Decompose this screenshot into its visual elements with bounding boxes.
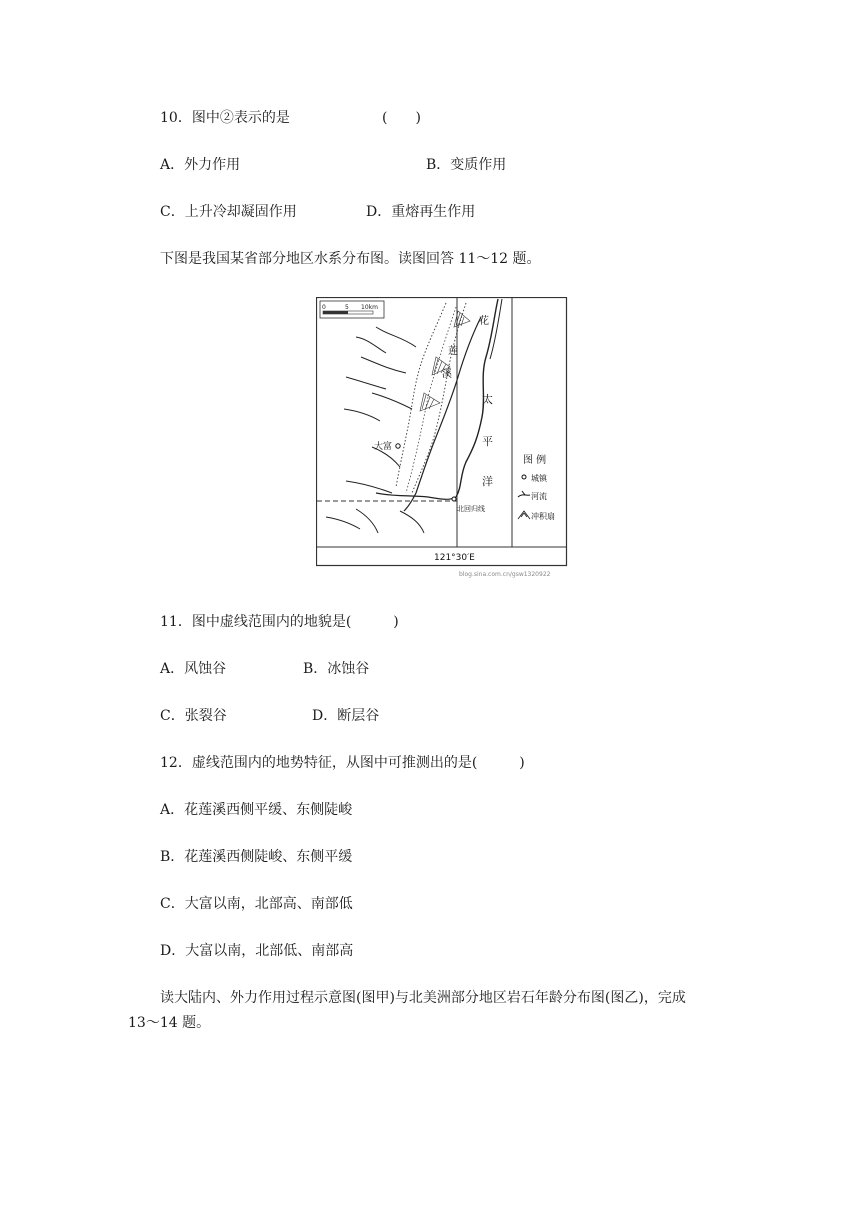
q11-option-c: C．张裂谷 [160, 708, 227, 724]
intro-11-12: 下图是我国某省部分地区水系分布图。读图回答 11～12 题。 [160, 251, 541, 267]
scale-label-0: 0 [322, 304, 326, 311]
q11-option-d: D．断层谷 [312, 708, 380, 724]
q12-option-a: A．花莲溪西侧平缓、东侧陡峻 [160, 802, 353, 818]
label-lian: 莲 [448, 346, 458, 357]
water-system-map [316, 297, 572, 579]
scale-label-5: 5 [345, 304, 349, 311]
q10-option-d: D．重熔再生作用 [366, 204, 476, 220]
q12-stem: 12．虚线范围内的地势特征，从图中可推测出的是( ) [160, 755, 525, 771]
label-tropic: 北回归线 [457, 505, 485, 513]
label-ocean-3: 洋 [482, 475, 493, 488]
legend-town-symbol [522, 475, 526, 479]
intro-13-14-line1: 读大陆内、外力作用过程示意图(图甲)与北美洲部分地区岩石年龄分布图(图乙)，完成 [160, 990, 686, 1006]
q10-option-a: A．外力作用 [160, 157, 241, 173]
scale-label-10km: 10km [361, 304, 378, 311]
q10-option-c: C．上升冷却凝固作用 [160, 204, 297, 220]
q11-stem: 11．图中虚线范围内的地貌是( ) [160, 614, 399, 630]
q10-option-b: B．变质作用 [426, 157, 507, 173]
intro-13-14-line2: 13～14 题。 [128, 1015, 211, 1031]
q12-option-d: D．大富以南，北部低、南部高 [160, 943, 354, 959]
legend-town-label: 城镇 [531, 474, 547, 483]
q11-option-b: B．冰蚀谷 [303, 661, 370, 677]
label-ocean-1: 太 [482, 393, 493, 406]
q10-stem: 10．图中②表示的是 [160, 110, 290, 126]
legend-title: 图 例 [523, 455, 547, 466]
q11-option-a: A．风蚀谷 [160, 661, 227, 677]
q12-option-b: B．花莲溪西侧陡峻、东侧平缓 [160, 849, 353, 865]
longitude-label: 121°30′E [434, 553, 475, 563]
legend-river-label: 河流 [531, 492, 547, 501]
watermark: blog.sina.com.cn/gsw1320922 [459, 571, 551, 578]
legend-fan-label: 冲积扇 [531, 512, 555, 521]
label-hua: 花 [479, 316, 489, 327]
label-dafu: 大富 [374, 442, 393, 452]
q12-option-c: C．大富以南，北部高、南部低 [160, 896, 353, 912]
town-dot-dafu [396, 444, 400, 448]
q10-answer-paren: ( ) [382, 110, 421, 126]
label-xi: 溪 [442, 369, 452, 380]
label-ocean-2: 平 [482, 435, 493, 448]
